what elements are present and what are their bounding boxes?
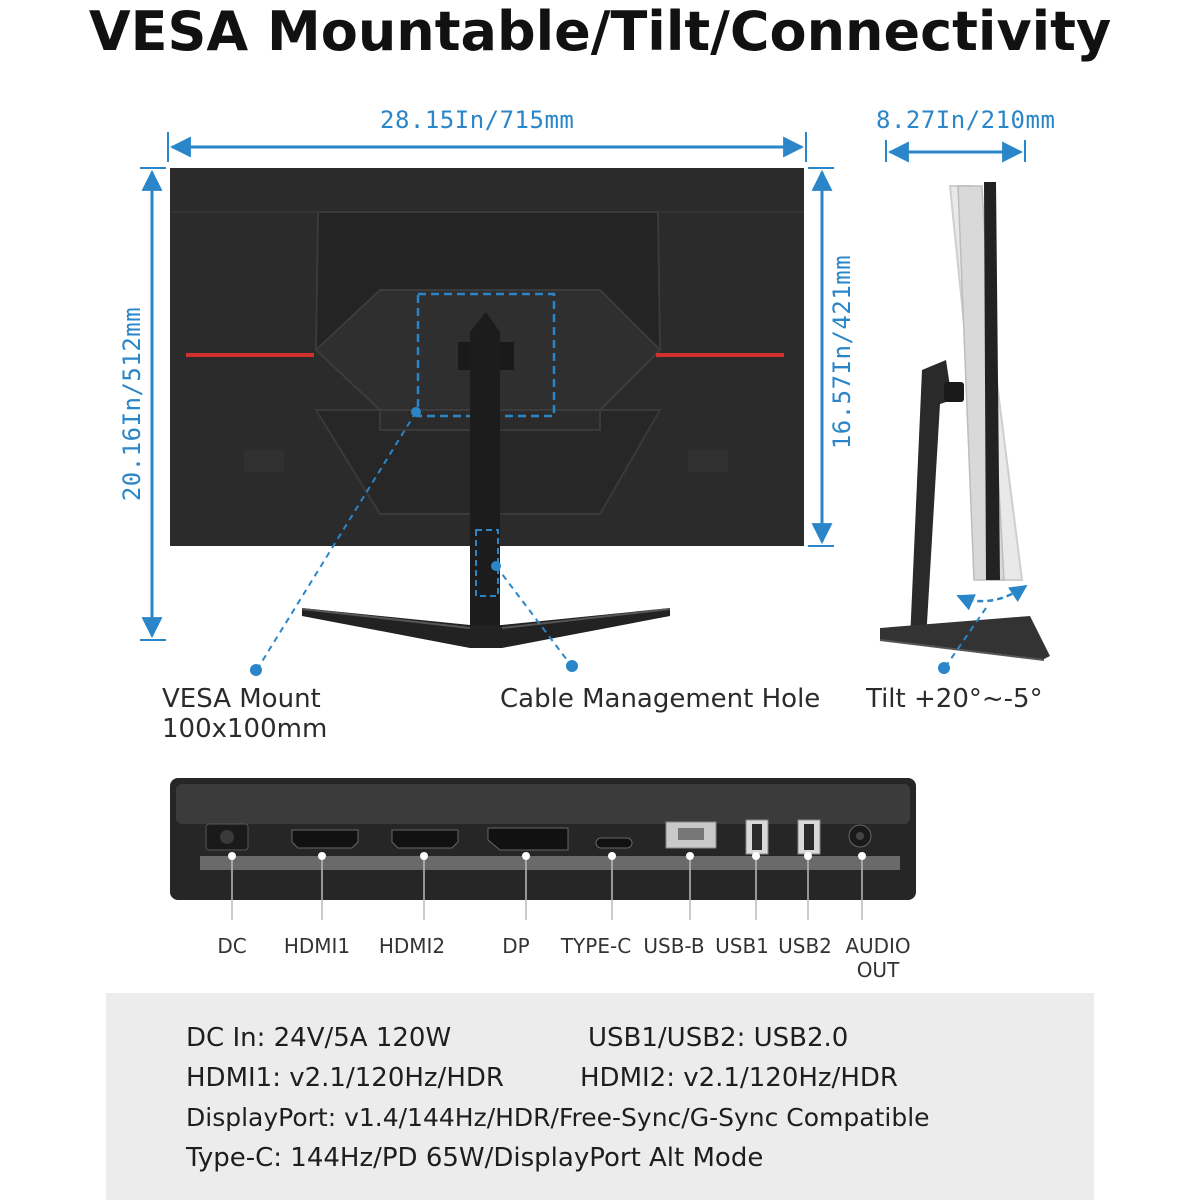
port-label-dp: DP (502, 934, 530, 958)
panel-height-label: 16.57In/421mm (828, 254, 856, 450)
monitor-side-view (880, 182, 1050, 674)
spec-hdmi2: HDMI2: v2.1/120Hz/HDR (580, 1063, 898, 1093)
depth-dimension-line (886, 140, 1025, 162)
port-label-audio-line2: OUT (856, 958, 900, 982)
port-label-hdmi2: HDMI2 (378, 934, 446, 958)
audio-port-icon (849, 825, 871, 847)
cable-hole-caption: Cable Management Hole (500, 684, 821, 714)
tilt-caption: Tilt +20°~-5° (866, 684, 1043, 714)
page-title: VESA Mountable/Tilt/Connectivity (88, 0, 1112, 63)
spec-usb: USB1/USB2: USB2.0 (588, 1023, 849, 1053)
port-label-dc: DC (217, 934, 247, 958)
spec-displayport: DisplayPort: v1.4/144Hz/HDR/Free-Sync/G-Sync Compatible (186, 1103, 930, 1132)
spec-dc: DC In: 24V/5A 120W (186, 1023, 452, 1053)
dp-port-icon (488, 828, 568, 850)
port-label-hdmi1: HDMI1 (283, 934, 351, 958)
vesa-mount-caption-line1: VESA Mount (162, 684, 321, 714)
total-height-label: 20.16In/512mm (118, 306, 146, 502)
port-label-usb1: USB1 (715, 934, 769, 958)
hdmi2-port-icon (392, 830, 458, 848)
spec-hdmi1: HDMI1: v2.1/120Hz/HDR (186, 1063, 504, 1093)
usb2-port-icon (798, 820, 820, 854)
vesa-mount-caption-line2: 100x100mm (162, 714, 328, 744)
spec-type-c: Type-C: 144Hz/PD 65W/DisplayPort Alt Mode (186, 1143, 764, 1173)
typec-port-icon (596, 838, 632, 848)
width-label: 28.15In/715mm (380, 106, 575, 134)
dc-port-icon (206, 824, 248, 850)
width-dimension-line (168, 132, 806, 162)
port-label-audio-out (838, 934, 918, 982)
port-panel (0, 760, 1200, 920)
hdmi1-port-icon (292, 830, 358, 848)
usb-b-port-icon (666, 822, 716, 848)
usb1-port-icon (746, 820, 768, 854)
depth-label: 8.27In/210mm (876, 106, 1056, 134)
port-label-audio-line1: AUDIO (845, 934, 911, 958)
vesa-mount-caption (162, 684, 327, 744)
port-label-type-c: TYPE-C (560, 934, 632, 958)
port-label-usb-b: USB-B (643, 934, 705, 958)
port-label-usb2: USB2 (778, 934, 832, 958)
